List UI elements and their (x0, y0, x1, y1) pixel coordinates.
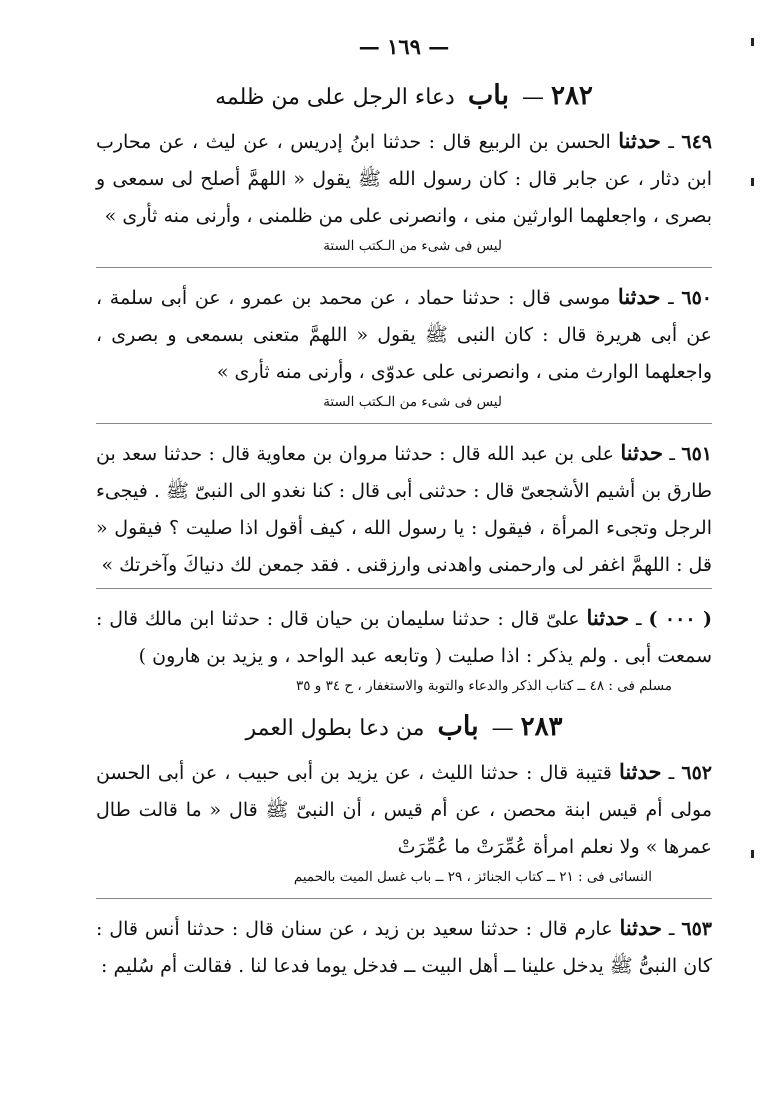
chapter-keyword: باب (467, 80, 509, 111)
hadith-number: ٦٥٣ (681, 918, 712, 940)
chapter-keyword: باب (437, 711, 479, 742)
margin-mark (751, 178, 754, 186)
divider (96, 267, 712, 268)
chapter-heading (96, 707, 712, 749)
divider (96, 423, 712, 424)
hadith-paragraph: ٦٥١ ـ حدثنا على بن عبد الله قال : حدثنا مروان بن معاوية قال : حدثنا سعد بن طارق بن أشيم الأشجعىّ قال : حدثنى أبى قال : كنا نغدو الى النبىّ ﷺ . فيجىء الرجل وتجىء المرأة ، فيقول : يا رسول الله ، كيف أقول اذا صليت ؟ فيقول « قل : اللهمَّ اغفر لى وارحمنى واهدنى وارزقنى . فقد جمعن لك دنياكَ وآخرتك » (96, 440, 712, 576)
hadith-paragraph: ٦٥٠ ـ حدثنا موسى قال : حدثنا حماد ، عن محمد بن عمرو ، عن أبى سلمة ، عن أبى هريرة قال : كان النبى ﷺ يقول « اللهمَّ متعنى بسمعى و بصرى ، واجعلهما الوارث منى ، وانصرنى على عدوّى ، وأرنى منه ثأرى » (96, 284, 712, 383)
hadith-paragraph: ( ٠٠٠ ) ـ حدثنا علىّ قال : حدثنا سليمان بن حيان قال : حدثنا ابن مالك قال : سمعت أبى . ولم يذكر : اذا صليت ( وتابعه عبد الواحد ، و يزيد بن هارون ) (96, 605, 712, 667)
hadith-text: عارم قال : حدثنا سعيد بن زيد ، عن سنان قال : حدثنا أنس قال : كان النبىُّ ﷺ يدخل علينا ــ أهل البيت ــ فدخل يوما فدعا لنا . فقالت أم سُليم : (96, 918, 712, 977)
chapter-heading (96, 76, 712, 118)
chapter-number: ٢٨٣ (520, 712, 563, 742)
hadith-number: ٦٥١ (681, 443, 712, 465)
hadith-paragraph: ٦٥٢ ـ حدثنا قتيبة قال : حدثنا الليث ، عن يزيد بن أبى حبيب ، عن أبى الحسن مولى أم قيس ابنة محصن ، عن أم قيس ، أن النبىّ ﷺ قال « ما قالت طال عمرها » ولا نعلم امرأة عُمِّرَتْ ما عُمِّرَتْ (96, 759, 712, 858)
hadith-note: ليس فى شىء من الـكتب الستة (323, 238, 502, 254)
hadith-note: النسائى فى : ٢١ ــ كتاب الجنائز ، ٢٩ ــ باب غسل الميت بالحميم (293, 869, 652, 885)
hadith-text: علىّ قال : حدثنا سليمان بن حيان قال : حدثنا ابن مالك قال : سمعت أبى . ولم يذكر : اذا صليت ( وتابعه عبد الواحد ، و يزيد بن هارون ) (96, 608, 712, 667)
hadith-text: الحسن بن الربيع قال : حدثنا ابنُ إدريس ، عن ليث ، عن محارب ابن دثار ، عن جابر قال : كان رسول الله ﷺ يقول « اللهمَّ أصلح لى سمعى و بصرى ، واجعلهما الوارثين منى ، وانصرنى على من ظلمنى ، وأرنى منه ثأرى » (96, 131, 712, 227)
chapter-title: دعاء الرجل على من ظلمه (215, 85, 455, 110)
document-page (96, 30, 712, 985)
chapter-number: ٢٨٢ (551, 81, 593, 111)
hadith-number: ٦٥٢ (681, 762, 712, 784)
hadith-text: قتيبة قال : حدثنا الليث ، عن يزيد بن أبى حبيب ، عن أبى الحسن مولى أم قيس ابنة محصن ، عن أم قيس ، أن النبىّ ﷺ قال « ما قالت طال عمرها » ولا نعلم امرأة عُمِّرَتْ ما عُمِّرَتْ (96, 762, 712, 858)
hadith-keyword: حدثنا (620, 440, 663, 465)
margin-mark (751, 38, 754, 46)
hadith-text: موسى قال : حدثنا حماد ، عن محمد بن عمرو ، عن أبى سلمة ، عن أبى هريرة قال : كان النبى ﷺ يقول « اللهمَّ متعنى بسمعى و بصرى ، واجعلهما الوارث منى ، وانصرنى على عدوّى ، وأرنى منه ثأرى » (96, 287, 712, 383)
page-number: — ١٦٩ — (358, 34, 450, 59)
margin-mark (751, 850, 754, 858)
chapter-title: من دعا بطول العمر (245, 716, 425, 741)
hadith-note: ليس فى شىء من الـكتب الستة (323, 394, 502, 410)
hadith-number: ( ٠٠٠ ) (648, 608, 712, 630)
hadith-text: على بن عبد الله قال : حدثنا مروان بن معاوية قال : حدثنا سعد بن طارق بن أشيم الأشجعىّ قال : حدثنى أبى قال : كنا نغدو الى النبىّ ﷺ . فيجىء الرجل وتجىء المرأة ، فيقول : يا رسول الله ، كيف أقول اذا صليت ؟ فيقول « قل : اللهمَّ اغفر لى وارحمنى واهدنى وارزقنى . فقد جمعن لك دنياكَ وآخرتك » (96, 443, 712, 576)
chapter-dash: — (491, 716, 514, 741)
divider (96, 898, 712, 899)
hadith-paragraph: ٦٥٣ ـ حدثنا عارم قال : حدثنا سعيد بن زيد ، عن سنان قال : حدثنا أنس قال : كان النبىُّ ﷺ يدخل علينا ــ أهل البيت ــ فدخل يوما فدعا لنا . فقالت أم سُليم : (96, 915, 712, 977)
hadith-keyword: حدثنا (586, 605, 630, 630)
hadith-note: مسلم فى : ٤٨ ــ كتاب الذكر والدعاء والتوبة والاستغفار ، ح ٣٤ و ٣٥ (295, 678, 672, 694)
hadith-number: ٦٤٩ (681, 131, 712, 153)
hadith-number: ٦٥٠ (681, 287, 712, 309)
chapter-dash: — (522, 85, 544, 110)
hadith-keyword: حدثنا (619, 915, 663, 940)
hadith-keyword: حدثنا (617, 284, 661, 309)
hadith-keyword: حدثنا (618, 759, 662, 784)
divider (96, 588, 712, 589)
hadith-keyword: حدثنا (618, 128, 661, 153)
hadith-paragraph: ٦٤٩ ـ حدثنا الحسن بن الربيع قال : حدثنا ابنُ إدريس ، عن ليث ، عن محارب ابن دثار ، عن جابر قال : كان رسول الله ﷺ يقول « اللهمَّ أصلح لى سمعى و بصرى ، واجعلهما الوارثين منى ، وانصرنى على من ظلمنى ، وأرنى منه ثأرى » (96, 128, 712, 227)
